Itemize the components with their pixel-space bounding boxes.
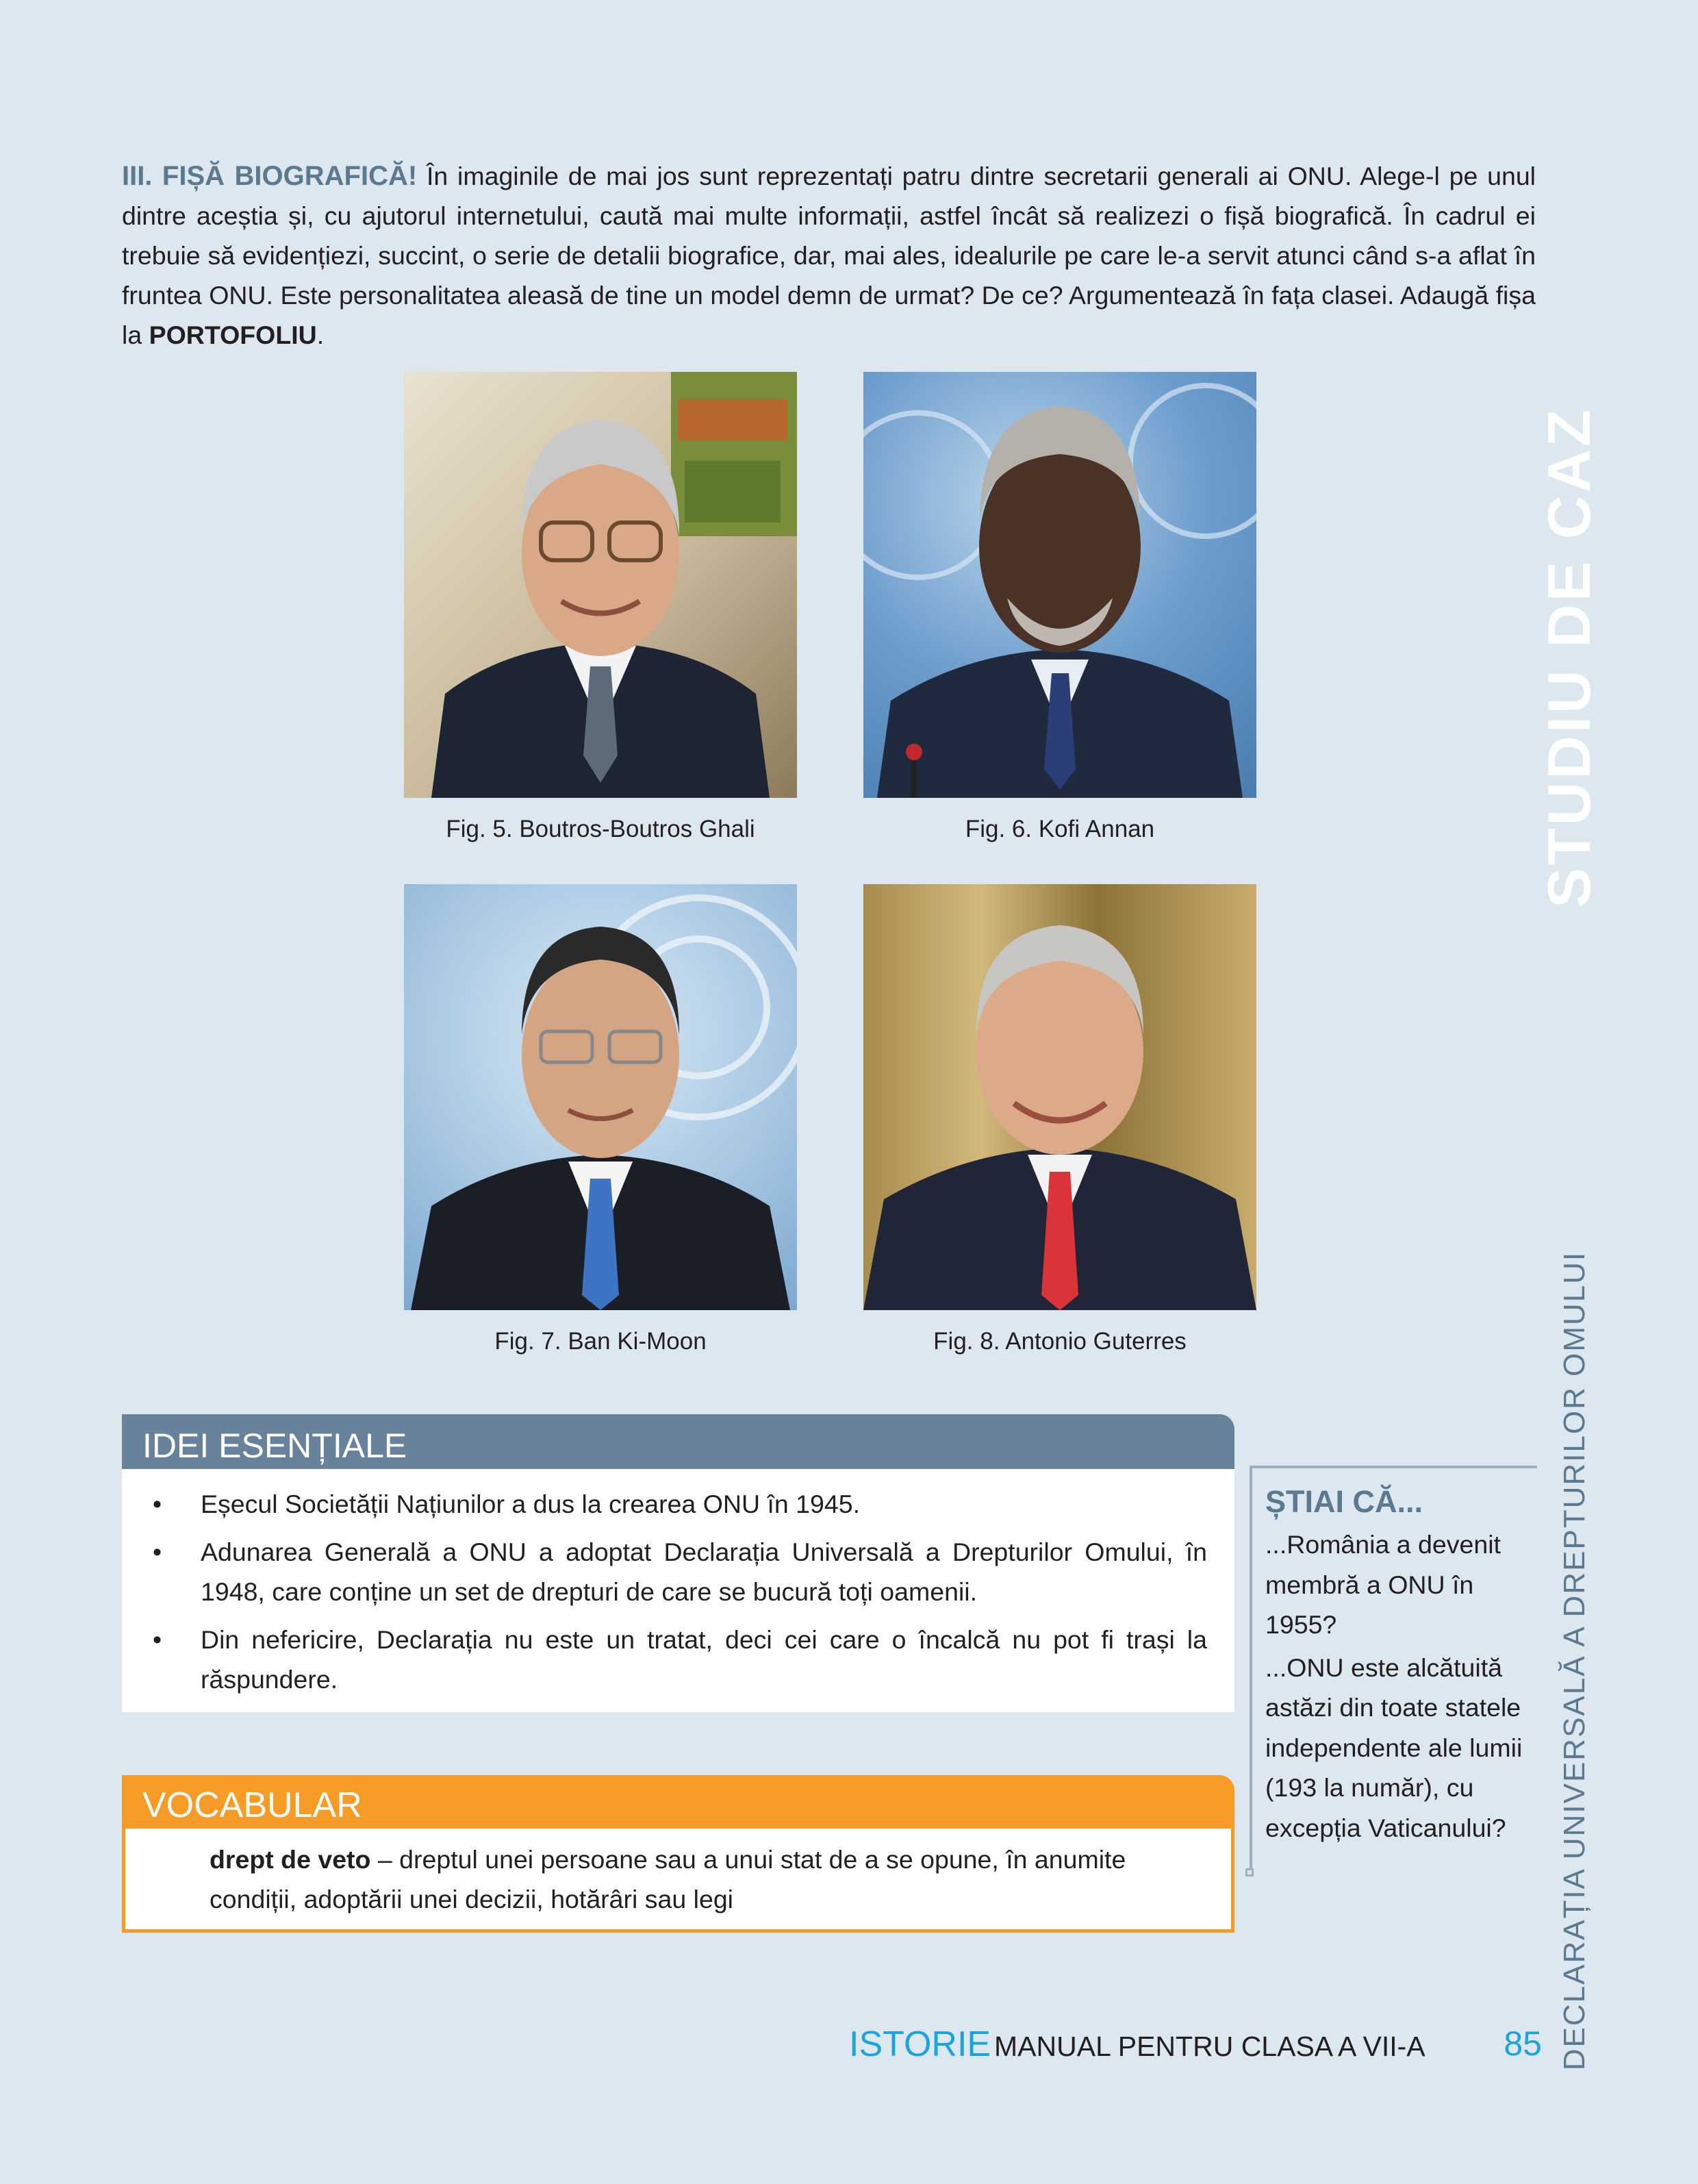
- footer-subject: ISTORIE: [849, 2024, 991, 2064]
- figure-5-caption: Fig. 5. Boutros-Boutros Ghali: [446, 816, 755, 842]
- did-you-know-border-left: [1250, 1466, 1252, 1873]
- did-you-know-fact: ...România a devenit membră a ONU în 1955?: [1265, 1530, 1501, 1639]
- chapter-label-text: DECLARAȚIA UNIVERSALĂ A DREPTURILOR OMULUI: [1558, 1251, 1591, 2071]
- portrait-photo-ban: [404, 884, 797, 1310]
- portfolio-label: PORTOFOLIU: [149, 321, 317, 349]
- figure-8-caption: Fig. 8. Antonio Guterres: [933, 1328, 1187, 1355]
- did-you-know-box: [1265, 1479, 1539, 1850]
- did-you-know-title: ȘTIAI CĂ...: [1265, 1484, 1423, 1519]
- figure-8: [863, 884, 1256, 1355]
- task-text: În imaginile de mai jos sunt reprezentați patru dintre secretarii generali ai ONU. Alege-l pe unul dintre aceștia și, cu ajutorul internetului, caută mai multe informații, astfel încât să realizezi o fișă biografică. În cadrul ei trebuie să evidențiezi, succint, o serie de detalii biografice, dar, mai ales, idealurile pe care le-a servit atunci când s-a aflat în fruntea ONU. Este personalitatea aleasă de tine un model demn de urmat? De ce? Argumentează în fața clasei. Adaugă fișa la: [122, 162, 1536, 349]
- vocabulary-box: [122, 1829, 1234, 1933]
- portrait-photo-guterres: [863, 884, 1256, 1310]
- vocabulary-heading: VOCABULAR: [122, 1775, 1234, 1829]
- key-ideas-list: [201, 1484, 1207, 1699]
- biography-task: [122, 156, 1536, 355]
- key-idea-item: • Eșecul Societății Națiunilor a dus la crearea ONU în 1945.: [201, 1484, 1207, 1524]
- figure-7: [404, 884, 797, 1355]
- key-ideas-box: [122, 1469, 1234, 1712]
- key-idea-item: • Adunarea Generală a ONU a adoptat Declarația Universală a Drepturilor Omului, în 1948, care conține un set de drepturi de care se bucură toți oamenii.: [201, 1532, 1207, 1611]
- portrait-photo-annan: [863, 372, 1256, 798]
- page-number: 85: [1504, 2024, 1542, 2063]
- did-you-know-marker: [1245, 1868, 1254, 1877]
- vocabulary-term: drept de veto: [210, 1845, 371, 1874]
- section-label-text: STUDIU DE CAZ: [1535, 407, 1603, 908]
- figure-7-caption: Fig. 7. Ban Ki-Moon: [494, 1328, 707, 1355]
- section-label: [1535, 407, 1603, 908]
- figure-6: [863, 372, 1256, 842]
- footer-book-title: MANUAL PENTRU CLASA A VII-A: [994, 2031, 1425, 2062]
- vocabulary-definition: – dreptul unei persoane sau a unui stat de a se opune, în anumite condiții, adoptării unei decizii, hotărâri sau legi: [210, 1845, 1126, 1913]
- chapter-label: [1554, 1251, 1595, 2071]
- did-you-know-border-top: [1250, 1466, 1537, 1468]
- task-end: .: [316, 321, 325, 349]
- page-footer: [849, 2024, 1542, 2072]
- figure-6-caption: Fig. 6. Kofi Annan: [965, 816, 1155, 842]
- task-heading: III. FIȘĂ BIOGRAFICĂ!: [122, 161, 418, 191]
- did-you-know-fact: ...ONU este alcătuită astăzi din toate statele independente ale lumii (193 la număr), cu excepția Vaticanului?: [1265, 1653, 1523, 1842]
- figure-5: [404, 372, 797, 842]
- key-ideas-heading: IDEI ESENȚIALE: [122, 1414, 1234, 1469]
- key-idea-item: • Din nefericire, Declarația nu este un tratat, deci cei care o încalcă nu pot fi trași la răspundere.: [201, 1620, 1207, 1699]
- portrait-photo-ghali: [404, 372, 797, 798]
